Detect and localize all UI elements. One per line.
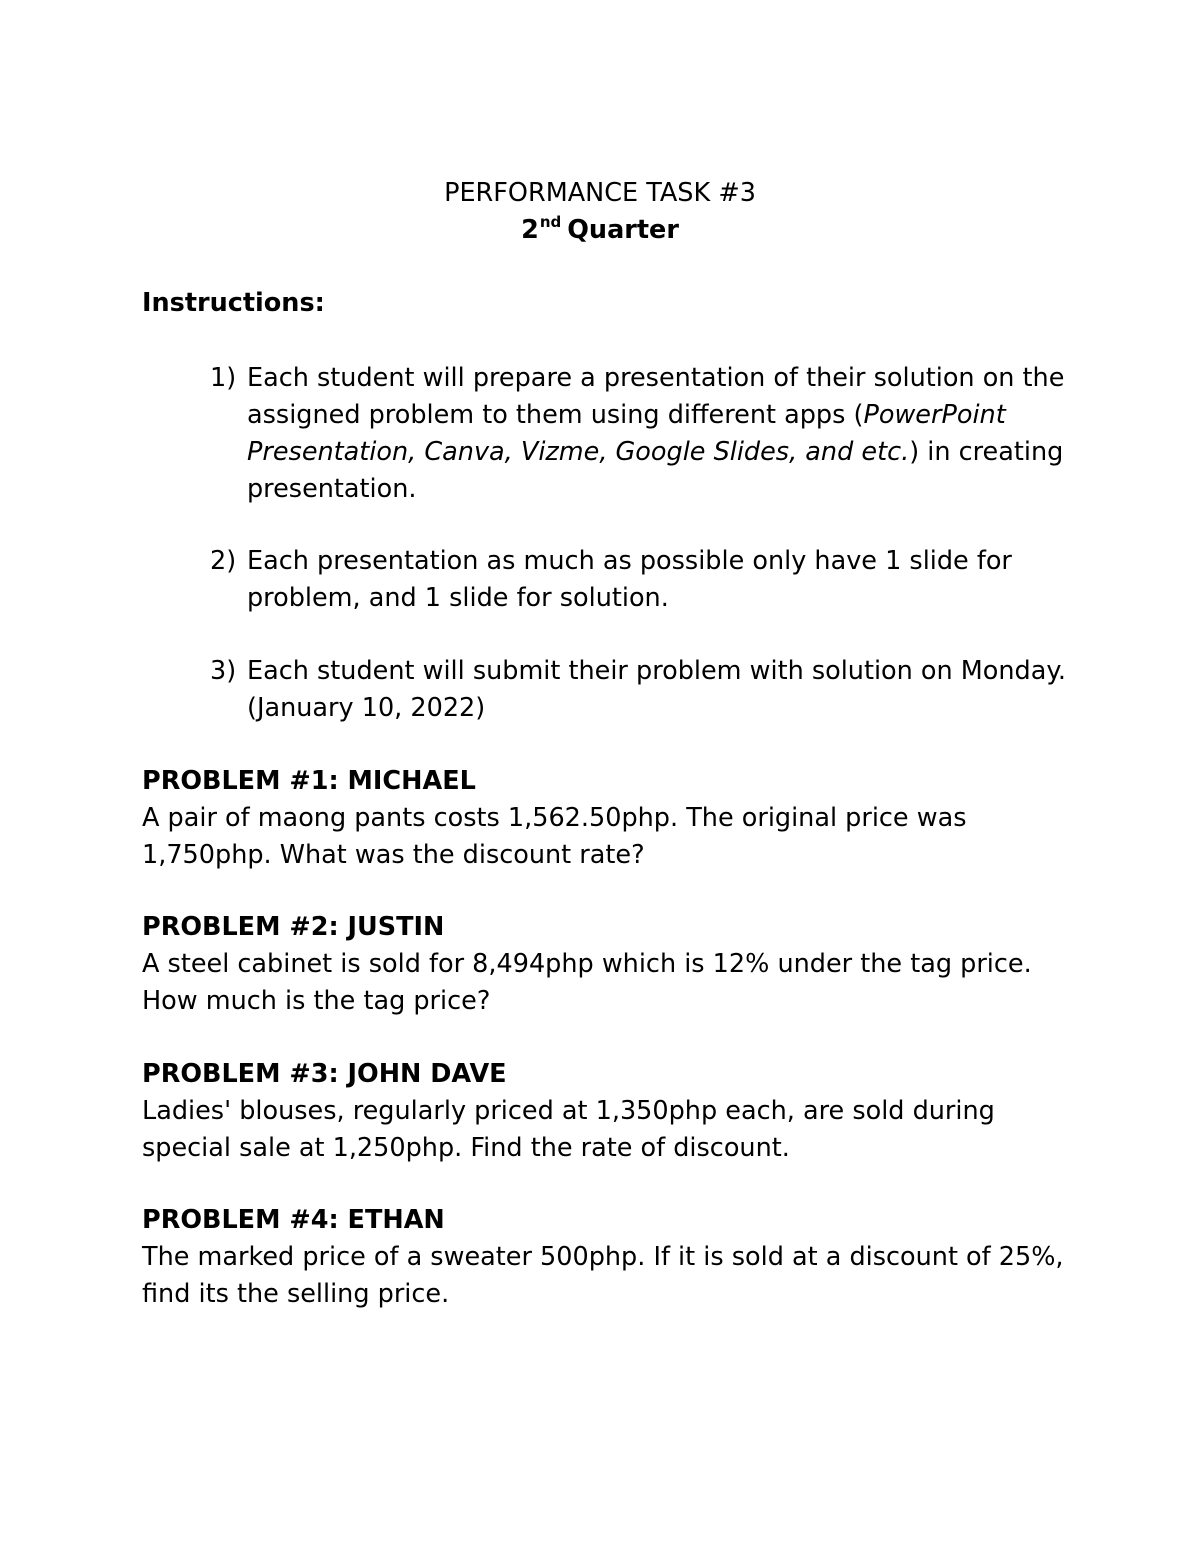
problem-block: [142, 909, 1072, 1020]
problem-block: [142, 763, 1072, 874]
document-title: PERFORMANCE TASK #3: [444, 178, 756, 208]
instruction-number: 1): [210, 363, 237, 393]
problem-heading: PROBLEM #3: JOHN DAVE: [142, 1059, 507, 1089]
problem-block: [142, 1056, 1072, 1167]
apps-list: PowerPoint Presentation, Canva, Vizme, Google Slides, and etc.: [247, 400, 1006, 467]
instruction-number: 2): [210, 546, 237, 576]
instructions-heading: Instructions:: [142, 288, 325, 318]
quarter-word: Quarter: [567, 215, 679, 245]
problem-heading: PROBLEM #2: JUSTIN: [142, 912, 445, 942]
instruction-text: Each student will prepare a presentation of their solution on the assigned problem to them using different apps (PowerPoint Presentation, Canva, Vizme, Google Slides, and etc.) in creating presentation.: [247, 363, 1065, 504]
problem-text: A pair of maong pants costs 1,562.50php. The original price was 1,750php. What was the discount rate?: [142, 803, 967, 870]
instruction-text: Each student will submit their problem with solution on Monday. (January 10, 2022): [247, 656, 1066, 723]
problem-text: The marked price of a sweater 500php. If it is sold at a discount of 25%, find its the selling price.: [142, 1242, 1064, 1309]
quarter-number: 2: [521, 215, 539, 245]
document-subtitle: [0, 212, 1200, 249]
problem-block: [142, 1202, 1072, 1313]
instruction-number: 3): [210, 656, 237, 686]
problem-text: Ladies' blouses, regularly priced at 1,350php each, are sold during special sale at 1,250php. Find the rate of discount.: [142, 1096, 995, 1163]
problem-heading: PROBLEM #1: MICHAEL: [142, 766, 476, 796]
quarter-ordinal-suffix: nd: [539, 212, 562, 231]
problem-text: A steel cabinet is sold for 8,494php which is 12% under the tag price. How much is the tag price?: [142, 949, 1032, 1016]
instruction-text: Each presentation as much as possible only have 1 slide for problem, and 1 slide for solution.: [247, 546, 1012, 613]
problem-heading: PROBLEM #4: ETHAN: [142, 1205, 445, 1235]
